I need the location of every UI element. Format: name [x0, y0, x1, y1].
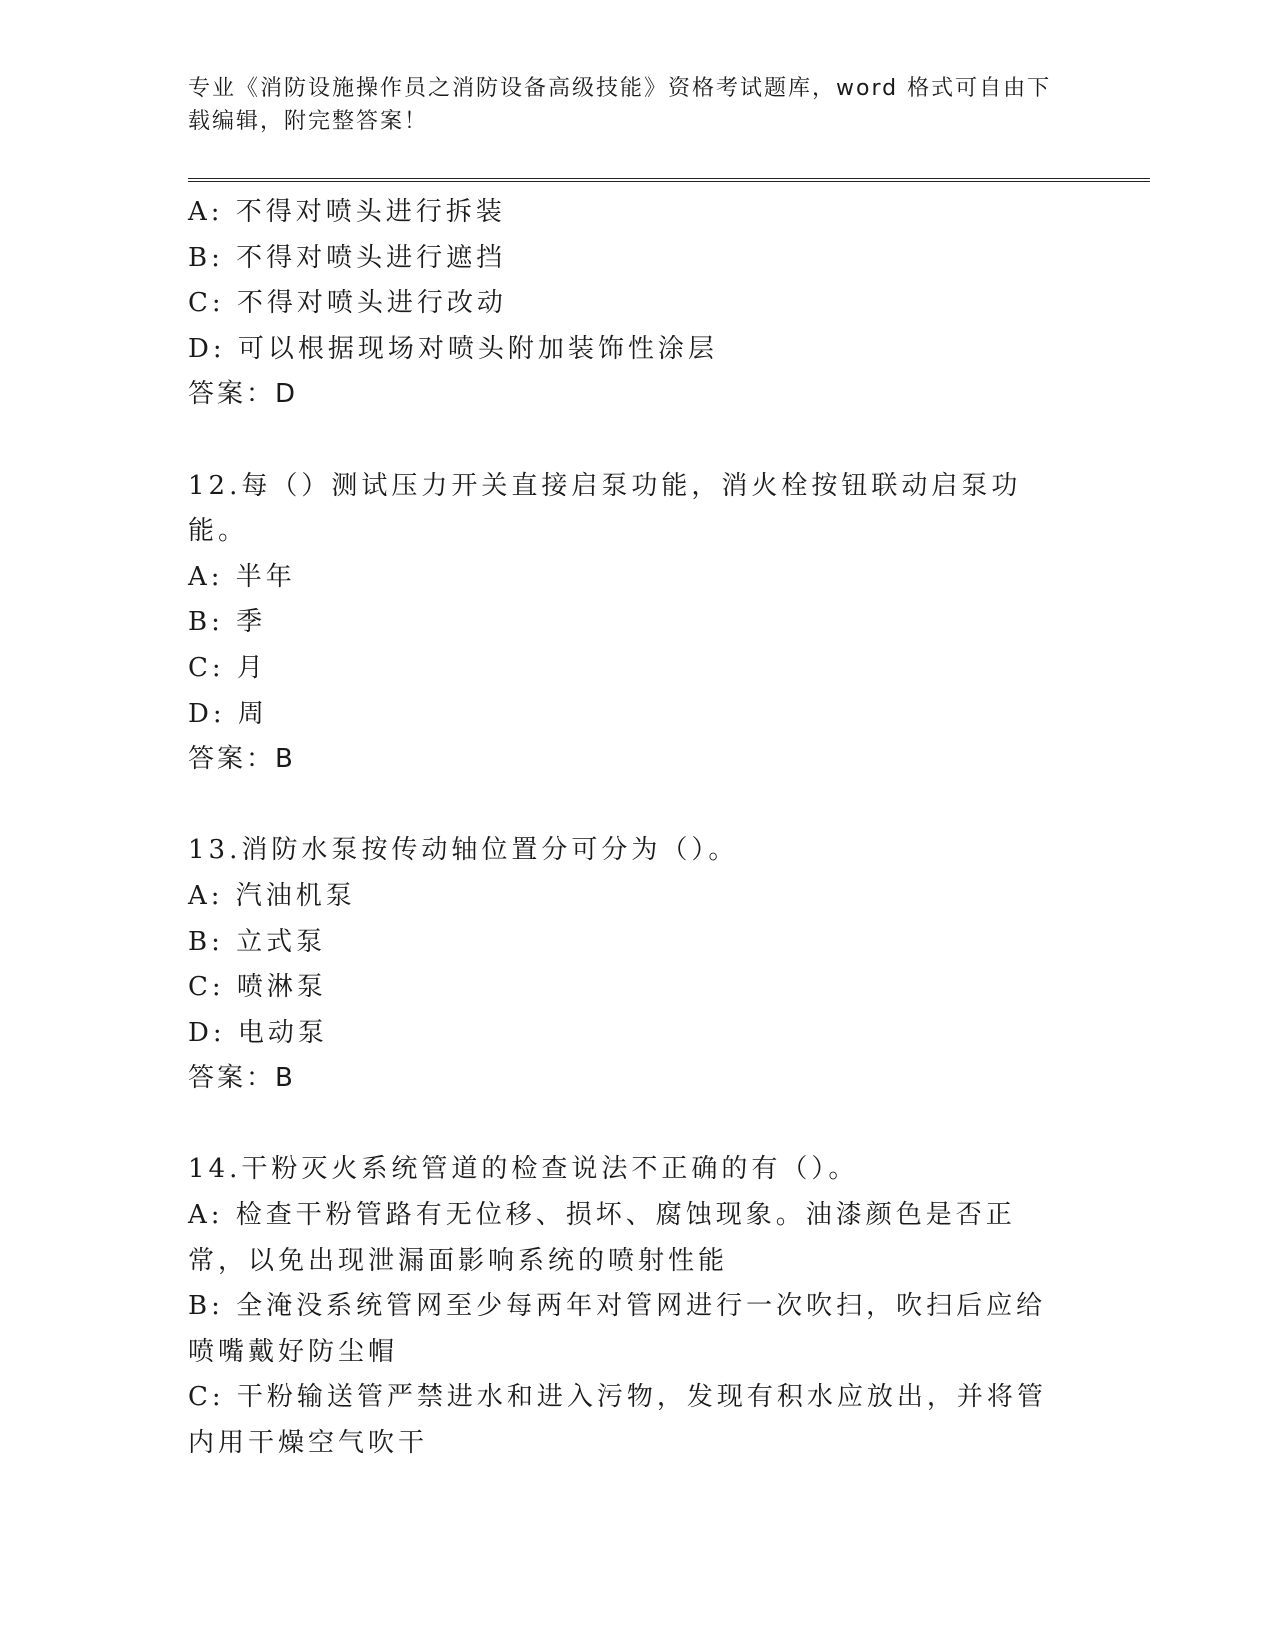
question-11-answer: 答案：D [188, 379, 299, 410]
question-12-option-d: D: 周 [188, 698, 268, 729]
question-11-option-b: B: 不得对喷头进行遮挡 [188, 242, 507, 273]
question-12-answer: 答案：B [188, 744, 296, 775]
question-12-option-a: A: 半年 [188, 561, 296, 592]
spacer [188, 1102, 1068, 1148]
question-13-answer: 答案：B [188, 1063, 296, 1094]
question-13-option-b: B: 立式泵 [188, 926, 327, 957]
question-12-option-b: B: 季 [188, 607, 267, 638]
question-11-option-c: C: 不得对喷头进行改动 [188, 288, 507, 319]
question-11-option-a: A: 不得对喷头进行拆装 [188, 197, 506, 227]
question-11-option-d: D: 可以根据现场对喷头附加装饰性涂层 [188, 333, 718, 364]
question-12-block [188, 464, 1068, 783]
header-divider [188, 178, 1150, 182]
question-14-option-a: A: 检查干粉管路有无位移、损坏、腐蚀现象。油漆颜色是否正常，以免出现泄漏面影响系统的喷射性能 [188, 1200, 1016, 1276]
question-13-option-d: D: 电动泵 [188, 1017, 328, 1048]
question-12-option-c: C: 月 [188, 652, 267, 683]
question-14-option-c: C: 干粉输送管严禁进水和进入污物，发现有积水应放出，并将管内用干燥空气吹干 [188, 1382, 1047, 1459]
question-list [188, 190, 1068, 1467]
question-12-stem: 12.每（）测试压力开关直接启泵功能，消火栓按钮联动启泵功能。 [188, 470, 1022, 547]
question-14-option-b: B: 全淹没系统管网至少每两年对管网进行一次吹扫，吹扫后应给喷嘴戴好防尘帽 [188, 1291, 1047, 1367]
spacer [188, 418, 1068, 464]
document-header: 专业《消防设施操作员之消防设备高级技能》资格考试题库，word 格式可自由下载编辑，附完整答案！ [188, 76, 1052, 134]
question-13-option-a: A: 汽油机泵 [188, 880, 356, 911]
question-13-option-c: C: 喷淋泵 [188, 972, 327, 1003]
question-13-stem: 13.消防水泵按传动轴位置分可分为（）。 [188, 835, 739, 866]
question-13-block [188, 828, 1068, 1102]
spacer [188, 783, 1068, 829]
question-14-stem: 14.干粉灭火系统管道的检查说法不正确的有（）。 [188, 1154, 859, 1185]
question-11-block [188, 190, 1068, 418]
question-14-block [188, 1147, 1068, 1466]
